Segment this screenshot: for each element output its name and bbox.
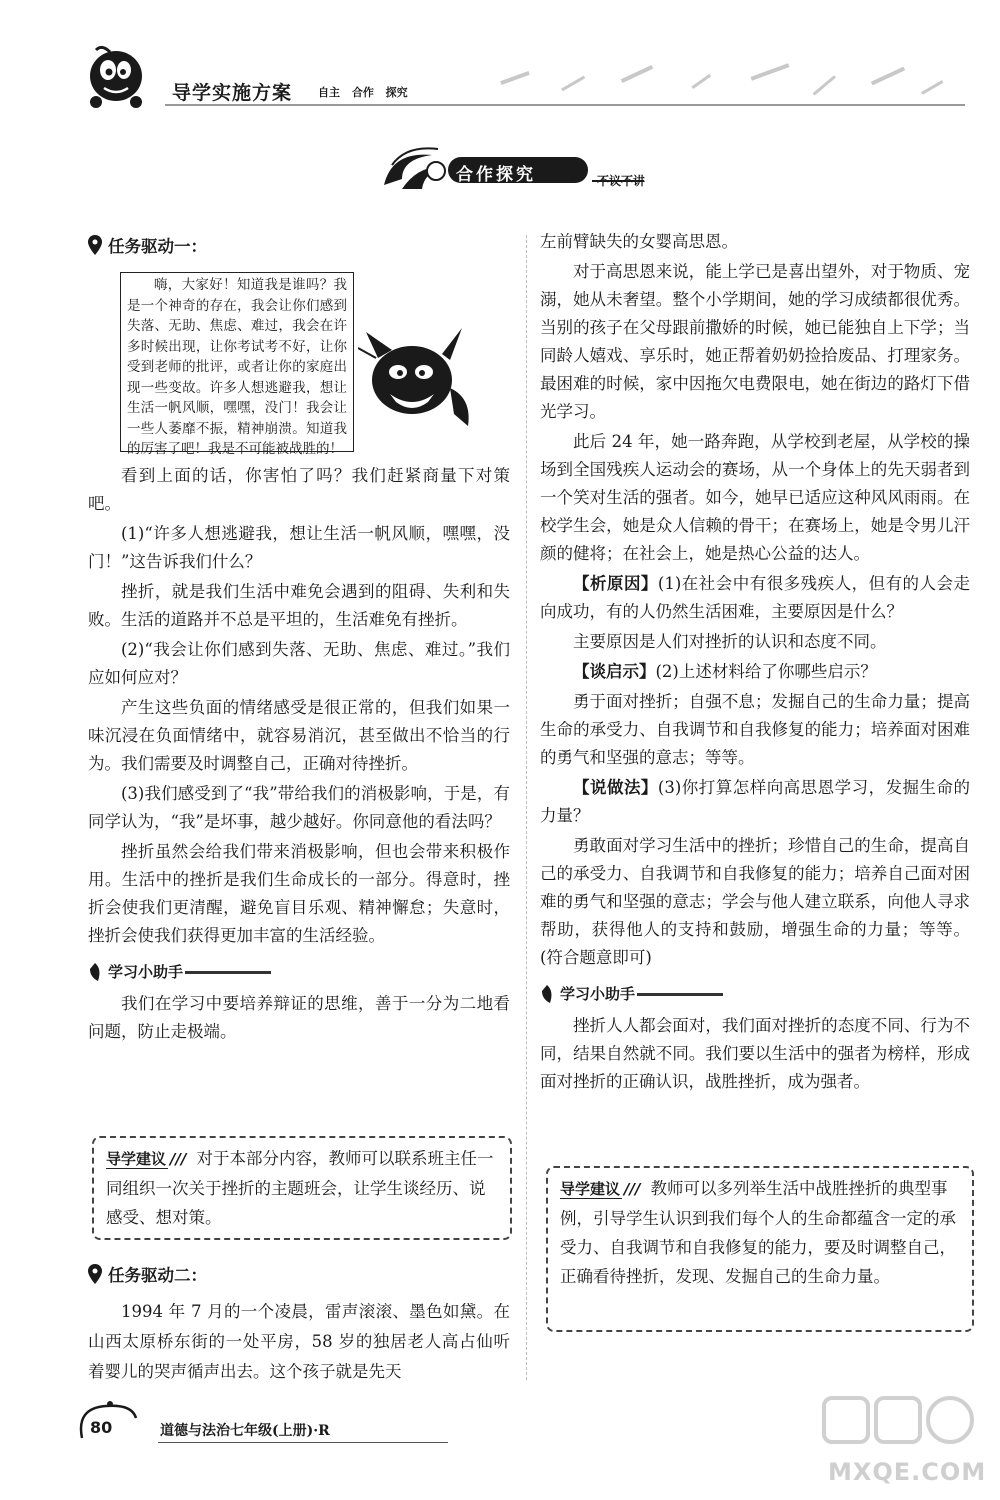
left-column <box>88 462 510 1048</box>
story-paragraph: 此后 24 年，她一路奔跑，从学校到老屋，从学校的操场到全国残疾人运动会的赛场，从一个身体上的先天弱者到一个笑对生活的强者。如今，她早已适应这种风风雨雨。在校学生会，她是众人信赖的骨干；在赛场上，她是令男儿汗颜的健将；在社会上，她是热心公益的达人。 <box>540 432 970 563</box>
story-continuation: 左前臂缺失的女婴高思恩。 <box>540 232 738 251</box>
header-title: 导学实施方案 <box>172 82 293 104</box>
study-helper-title: 学习小助手 <box>560 985 636 1003</box>
task2-title: 任务驱动二： <box>108 1266 207 1285</box>
question-1: 【析原因】(1)在社会中有很多残疾人，但有的人会走向成功，有的人仍然生活困难，主要原因是什么？ <box>540 574 971 621</box>
banner-subtitle: 不议不讲 <box>597 174 646 188</box>
right-column <box>540 228 970 1098</box>
watermark-logo <box>820 1390 980 1450</box>
study-helper-heading <box>540 980 723 1008</box>
question-3: 【说做法】(3)你打算怎样向高思恩学习，发掘生命的力量？ <box>540 778 971 825</box>
page-number: 80 <box>90 1418 113 1437</box>
study-helper-text: 我们在学习中要培养辩证的思维，善于一分为二地看问题，防止走极端。 <box>88 994 510 1041</box>
footer-rule <box>158 1442 448 1443</box>
study-helper-text: 挫折人人都会面对，我们面对挫折的态度不同、行为不同，结果自然就不同。我们要以生活中的强者为榜样，形成面对挫折的正确认识，战胜挫折，成为强者。 <box>540 1016 970 1091</box>
question-2: 【谈启示】(2)上述材料给了你哪些启示？ <box>573 662 877 681</box>
answer-3: 勇敢面对学习生活中的挫折；珍惜自己的生命，提高自己的承受力、自我调节和自我修复的能力；培养自己面对困难的勇气和坚强的意志；学会与他人建立联系，向他人寻求帮助，获得他人的支持和鼓励，增强生命的力量；等等。(符合题意即可) <box>540 836 970 967</box>
study-helper-title: 学习小助手 <box>108 963 184 981</box>
advice-label: 导学建议 <box>106 1150 167 1168</box>
watermark-text: MXQE.COM <box>828 1458 987 1486</box>
answer-2: 勇于面对挫折；自强不息；发掘自己的生命力量；提高生命的承受力、自我调节和自我修复的能力；培养面对困难的勇气和坚强的意志；等等。 <box>540 692 970 767</box>
header-subtitle: 自主 合作 探究 <box>318 86 408 99</box>
story-start-block <box>88 1297 510 1389</box>
teaching-advice-box <box>546 1166 974 1332</box>
location-pin-icon <box>88 1264 102 1284</box>
paragraph: 看到上面的话，你害怕了吗？我们赶紧商量下对策吧。 <box>88 466 510 513</box>
question-tag: 【说做法】 <box>573 778 658 797</box>
answer: 挫折，就是我们生活中难免会遇到的阻碍、失利和失败。生活的道路并不总是平坦的，生活难免有挫折。 <box>88 582 510 629</box>
banner-title: 合作探究 <box>456 165 536 185</box>
leaf-icon <box>88 963 102 981</box>
task2-heading <box>88 1262 207 1286</box>
helper-underline <box>185 971 271 974</box>
study-helper-heading <box>88 958 271 986</box>
answer: 产生这些负面的情绪感受是很正常的，但我们如果一味沉浸在负面情绪中，就容易消沉，甚至做出不恰当的行为。我们需要及时调整自己，正确对待挫折。 <box>88 698 510 773</box>
helper-underline <box>637 993 723 996</box>
question-tag: 【析原因】 <box>573 574 658 593</box>
answer: 挫折虽然会给我们带来消极影响，但也会带来积极作用。生活中的挫折是我们生命成长的一部分。得意时，挫折会使我们更清醒，避免盲目乐观、精神懈怠；失意时，挫折会使我们获得更加丰富的生活经验。 <box>88 842 510 945</box>
task1-heading <box>88 233 207 257</box>
column-divider <box>526 235 527 1380</box>
leaf-icon <box>540 985 554 1003</box>
slash-decoration: /// <box>170 1150 187 1168</box>
question: (1)“许多人想逃避我，想让生活一帆风顺，嘿嘿，没门！”这告诉我们什么？ <box>88 524 510 571</box>
devil-character-illustration <box>358 318 476 436</box>
task1-title: 任务驱动一： <box>108 237 207 256</box>
advice-text: 教师可以多列举生活中战胜挫折的典型事例，引导学生认识到我们每个人的生命都蕴含一定的承受力、自我调节和自我修复的能力，要及时调整自己，正确看待挫折，发现、发掘自己的生命力量。 <box>560 1179 956 1286</box>
header-rule <box>165 104 965 106</box>
question: (3)我们感受到了“我”带给我们的消极影响，于是，有同学认为，“我”是坏事，越少越好。你同意他的看法吗？ <box>88 784 510 831</box>
header-decoration <box>480 52 960 112</box>
advice-label: 导学建议 <box>560 1180 621 1198</box>
teaching-advice-box <box>92 1136 512 1240</box>
advice-text: 对于本部分内容，教师可以联系班主任一同组织一次关于挫折的主题班会，让学生谈经历、说感受、想对策。 <box>106 1149 494 1227</box>
location-pin-icon <box>88 235 102 255</box>
story-paragraph: 1994 年 7 月的一个凌晨，雷声滚滚、墨色如黛。在山西太原桥东街的一处平房，58 岁的独居老人高占仙听着婴儿的哭声循声出去。这个孩子就是先天 <box>88 1302 510 1381</box>
mascot-logo <box>82 40 156 110</box>
speech-box: 嗨，大家好！知道我是谁吗？我是一个神奇的存在，我会让你们感到失落、无助、焦虑、难过，我会在许多时候出现，让你考试考不好，让你受到老师的批评，或者让你的家庭出现一些变故。许多人想逃避我，想让生活一帆风顺，嘿嘿，没门！我会让一些人萎靡不振，精神崩溃。知道我的厉害了吧！我是不可能被战胜的！ <box>120 272 354 452</box>
book-title: 道德与法治七年级(上册)·R <box>160 1423 330 1439</box>
question: (2)“我会让你们感到失落、无助、焦虑、难过。”我们应如何应对？ <box>88 640 510 687</box>
answer-1: 主要原因是人们对挫折的认识和态度不同。 <box>573 632 887 651</box>
question-tag: 【谈启示】 <box>573 662 656 681</box>
slash-decoration: /// <box>624 1180 641 1198</box>
story-paragraph: 对于高思恩来说，能上学已是喜出望外，对于物质、宠溺，她从未奢望。整个小学期间，她的学习成绩都很优秀。当别的孩子在父母跟前撒娇的时候，她已能独自上下学；当同龄人嬉戏、享乐时，她正帮着奶奶捡拾废品、打理家务。最困难的时候，家中因拖欠电费限电，她在街边的路灯下借光学习。 <box>540 262 970 421</box>
